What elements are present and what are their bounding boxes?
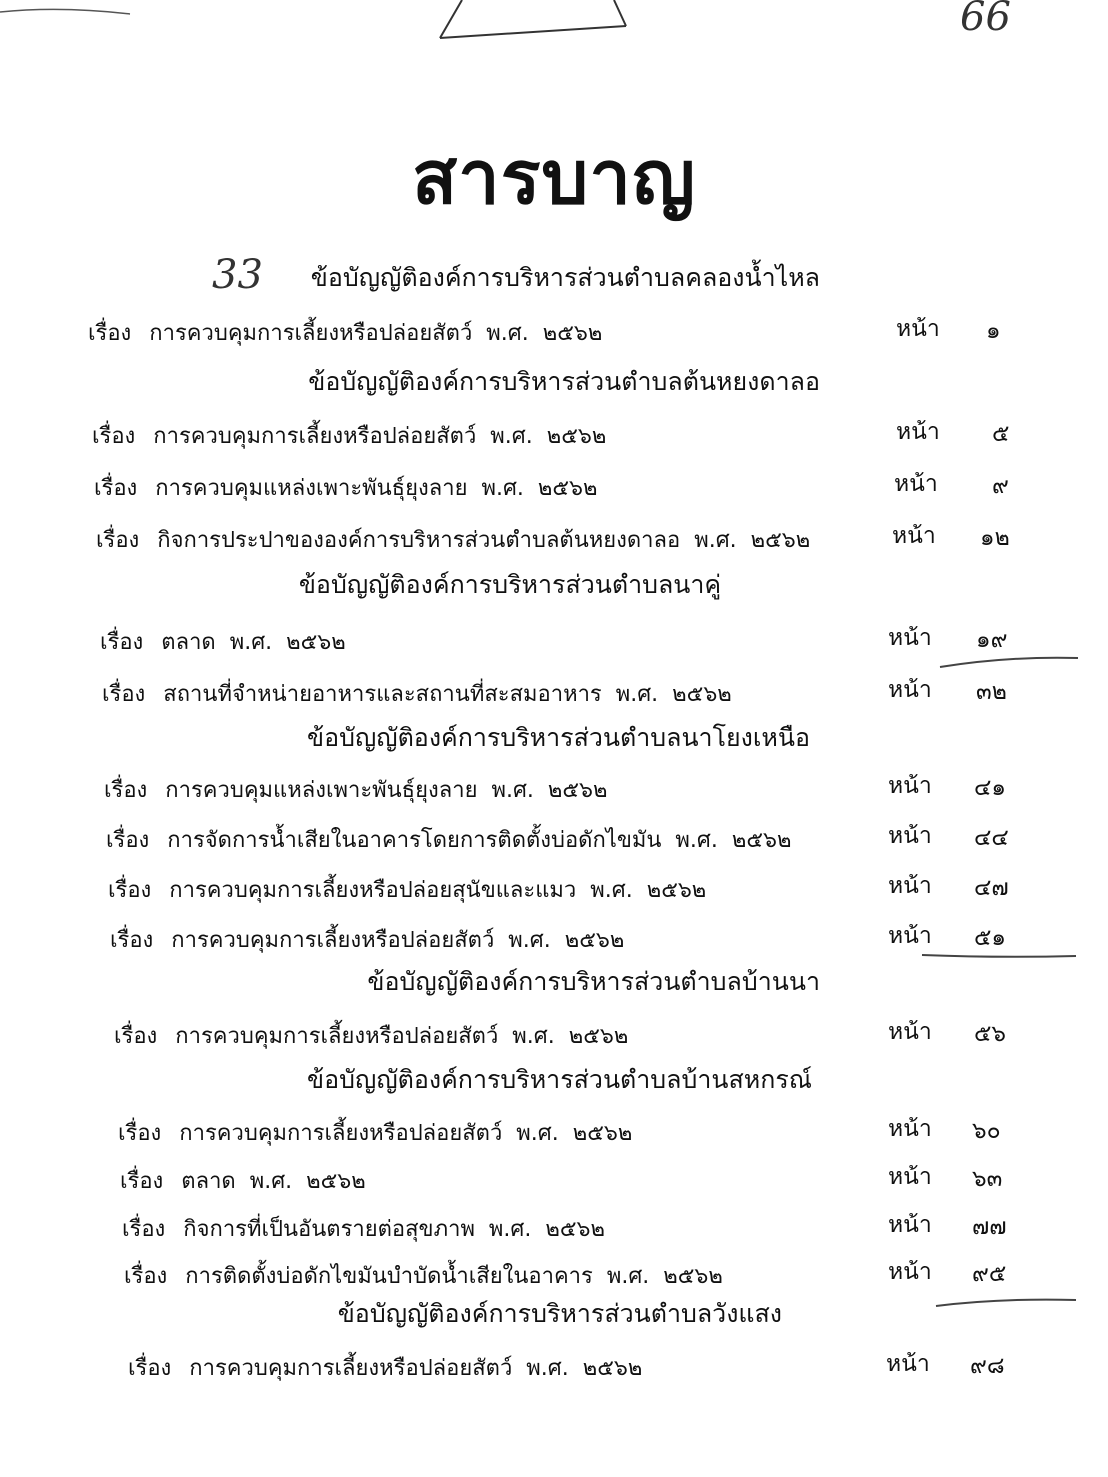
entry-page-number: ๑๙ bbox=[976, 627, 1008, 653]
section-heading: ข้อบัญญัติองค์การบริหารส่วนตำบลนาคู่ bbox=[298, 570, 722, 599]
entry-page-number: ๑๒ bbox=[980, 525, 1010, 551]
top-left-mark bbox=[0, 9, 130, 14]
section-heading: ข้อบัญญัติองค์การบริหารส่วนตำบลบ้านนา bbox=[367, 967, 820, 996]
entry-keyword: เรื่อง bbox=[118, 1121, 162, 1146]
entry-page-number: ๖๓ bbox=[972, 1166, 1003, 1192]
entry-page-label: หน้า bbox=[894, 471, 938, 497]
entry-keyword: เรื่อง bbox=[94, 476, 138, 501]
entry-keyword: เรื่อง bbox=[128, 1356, 172, 1381]
entry-page-number: ๖๐ bbox=[972, 1118, 1001, 1144]
entry-keyword: เรื่อง bbox=[110, 928, 154, 953]
entry-page-number: ๙ bbox=[992, 473, 1009, 499]
entry-page-label: หน้า bbox=[896, 419, 940, 445]
entry-page-label: หน้า bbox=[888, 1212, 932, 1238]
entry-page-label: หน้า bbox=[888, 1259, 932, 1285]
entry-page-label: หน้า bbox=[888, 625, 932, 651]
entry-subject: การควบคุมการเลี้ยงหรือปล่อยสุนัขและแมว พ.ศ. ๒๕๖๒ bbox=[169, 878, 707, 903]
entry-keyword: เรื่อง bbox=[88, 321, 132, 346]
top-stamp-stroke-bottom bbox=[440, 26, 626, 38]
toc-entry bbox=[118, 1115, 632, 1150]
top-stamp-stroke-left bbox=[440, 0, 462, 38]
toc-entry bbox=[106, 822, 791, 857]
handwritten-section-number: 33 bbox=[212, 252, 263, 298]
entry-page-label: หน้า bbox=[888, 773, 932, 799]
toc-entry bbox=[100, 624, 346, 659]
handwritten-page-number: 66 bbox=[960, 0, 1011, 40]
section-heading: ข้อบัญญัติองค์การบริหารส่วนตำบลวังแสง bbox=[337, 1299, 782, 1328]
section-heading: ข้อบัญญัติองค์การบริหารส่วนตำบลบ้านสหกรณ์ bbox=[307, 1065, 812, 1094]
toc-entry bbox=[104, 772, 608, 807]
entry-keyword: เรื่อง bbox=[106, 828, 150, 853]
toc-entry bbox=[124, 1258, 723, 1293]
top-stamp-stroke-right bbox=[614, 0, 626, 26]
entry-page-number: ๑ bbox=[986, 318, 1001, 344]
entry-keyword: เรื่อง bbox=[122, 1217, 166, 1242]
entry-page-number: ๓๒ bbox=[976, 679, 1007, 705]
entry-subject: การจัดการน้ำเสียในอาคารโดยการติดตั้งบ่อดักไขมัน พ.ศ. ๒๕๖๒ bbox=[167, 828, 792, 853]
entry-keyword: เรื่อง bbox=[104, 778, 148, 803]
toc-entry bbox=[96, 522, 810, 557]
entry-page-number: ๕๑ bbox=[974, 925, 1007, 951]
entry-keyword: เรื่อง bbox=[96, 528, 140, 553]
entry-page-number: ๔๗ bbox=[974, 875, 1009, 901]
entry-subject: การควบคุมการเลี้ยงหรือปล่อยสัตว์ พ.ศ. ๒๕๖๒ bbox=[189, 1356, 643, 1381]
entry-subject: การควบคุมแหล่งเพาะพันธุ์ยุงลาย พ.ศ. ๒๕๖๒ bbox=[155, 476, 598, 501]
entry-subject: ตลาด พ.ศ. ๒๕๖๒ bbox=[181, 1169, 366, 1194]
toc-entry bbox=[120, 1163, 366, 1198]
entry-page-label: หน้า bbox=[888, 1164, 932, 1190]
entry-page-label: หน้า bbox=[892, 523, 936, 549]
entry-page-number: ๔๔ bbox=[974, 825, 1009, 851]
separator-line-3 bbox=[936, 1300, 1076, 1306]
toc-entry bbox=[114, 1018, 628, 1053]
entry-subject: การติดตั้งบ่อดักไขมันบำบัดน้ำเสียในอาคาร พ.ศ. ๒๕๖๒ bbox=[185, 1264, 723, 1289]
entry-subject: กิจการประปาขององค์การบริหารส่วนตำบลต้นหยงดาลอ พ.ศ. ๒๕๖๒ bbox=[157, 528, 811, 553]
toc-entry bbox=[102, 676, 732, 711]
entry-page-number: ๙๘ bbox=[970, 1353, 1005, 1379]
entry-subject: การควบคุมการเลี้ยงหรือปล่อยสัตว์ พ.ศ. ๒๕๖๒ bbox=[171, 928, 625, 953]
entry-subject: การควบคุมการเลี้ยงหรือปล่อยสัตว์ พ.ศ. ๒๕๖๒ bbox=[179, 1121, 633, 1146]
entry-keyword: เรื่อง bbox=[92, 424, 136, 449]
entry-page-label: หน้า bbox=[888, 1116, 932, 1142]
toc-entry bbox=[94, 470, 598, 505]
section-heading: ข้อบัญญัติองค์การบริหารส่วนตำบลนาโยงเหนือ bbox=[307, 723, 810, 752]
entry-page-number: ๗๗ bbox=[972, 1214, 1007, 1240]
toc-entry bbox=[110, 922, 624, 957]
entry-keyword: เรื่อง bbox=[100, 630, 144, 655]
entry-page-label: หน้า bbox=[888, 823, 932, 849]
entry-page-number: ๕๖ bbox=[974, 1021, 1007, 1047]
entry-keyword: เรื่อง bbox=[114, 1024, 158, 1049]
entry-page-number: ๔๑ bbox=[974, 775, 1007, 801]
entry-page-label: หน้า bbox=[888, 873, 932, 899]
section-heading: ข้อบัญญัติองค์การบริหารส่วนตำบลคลองน้ำไหล bbox=[310, 263, 820, 292]
toc-entry bbox=[88, 315, 602, 350]
entry-page-label: หน้า bbox=[886, 1351, 930, 1377]
entry-page-label: หน้า bbox=[896, 316, 940, 342]
entry-subject: กิจการที่เป็นอันตรายต่อสุขภาพ พ.ศ. ๒๕๖๒ bbox=[183, 1217, 605, 1242]
entry-keyword: เรื่อง bbox=[120, 1169, 164, 1194]
entry-page-label: หน้า bbox=[888, 1019, 932, 1045]
toc-entry bbox=[108, 872, 706, 907]
entry-subject: การควบคุมการเลี้ยงหรือปล่อยสัตว์ พ.ศ. ๒๕๖๒ bbox=[175, 1024, 629, 1049]
entry-page-number: ๙๕ bbox=[972, 1261, 1007, 1287]
entry-subject: ตลาด พ.ศ. ๒๕๖๒ bbox=[161, 630, 346, 655]
entry-keyword: เรื่อง bbox=[124, 1264, 168, 1289]
entry-subject: การควบคุมแหล่งเพาะพันธุ์ยุงลาย พ.ศ. ๒๕๖๒ bbox=[165, 778, 608, 803]
toc-entry bbox=[122, 1211, 605, 1246]
entry-subject: การควบคุมการเลี้ยงหรือปล่อยสัตว์ พ.ศ. ๒๕๖๒ bbox=[149, 321, 603, 346]
entry-keyword: เรื่อง bbox=[108, 878, 152, 903]
entry-subject: การควบคุมการเลี้ยงหรือปล่อยสัตว์ พ.ศ. ๒๕๖๒ bbox=[153, 424, 607, 449]
entry-subject: สถานที่จำหน่ายอาหารและสถานที่สะสมอาหาร พ.ศ. ๒๕๖๒ bbox=[163, 682, 732, 707]
entry-page-number: ๕ bbox=[992, 421, 1010, 447]
page-title: สารบาญ bbox=[411, 135, 697, 221]
entry-keyword: เรื่อง bbox=[102, 682, 146, 707]
toc-entry bbox=[128, 1350, 642, 1385]
separator-line-1 bbox=[940, 658, 1078, 667]
toc-entry bbox=[92, 418, 606, 453]
entry-page-label: หน้า bbox=[888, 923, 932, 949]
entry-page-label: หน้า bbox=[888, 677, 932, 703]
section-heading: ข้อบัญญัติองค์การบริหารส่วนตำบลต้นหยงดาลอ bbox=[308, 367, 820, 396]
